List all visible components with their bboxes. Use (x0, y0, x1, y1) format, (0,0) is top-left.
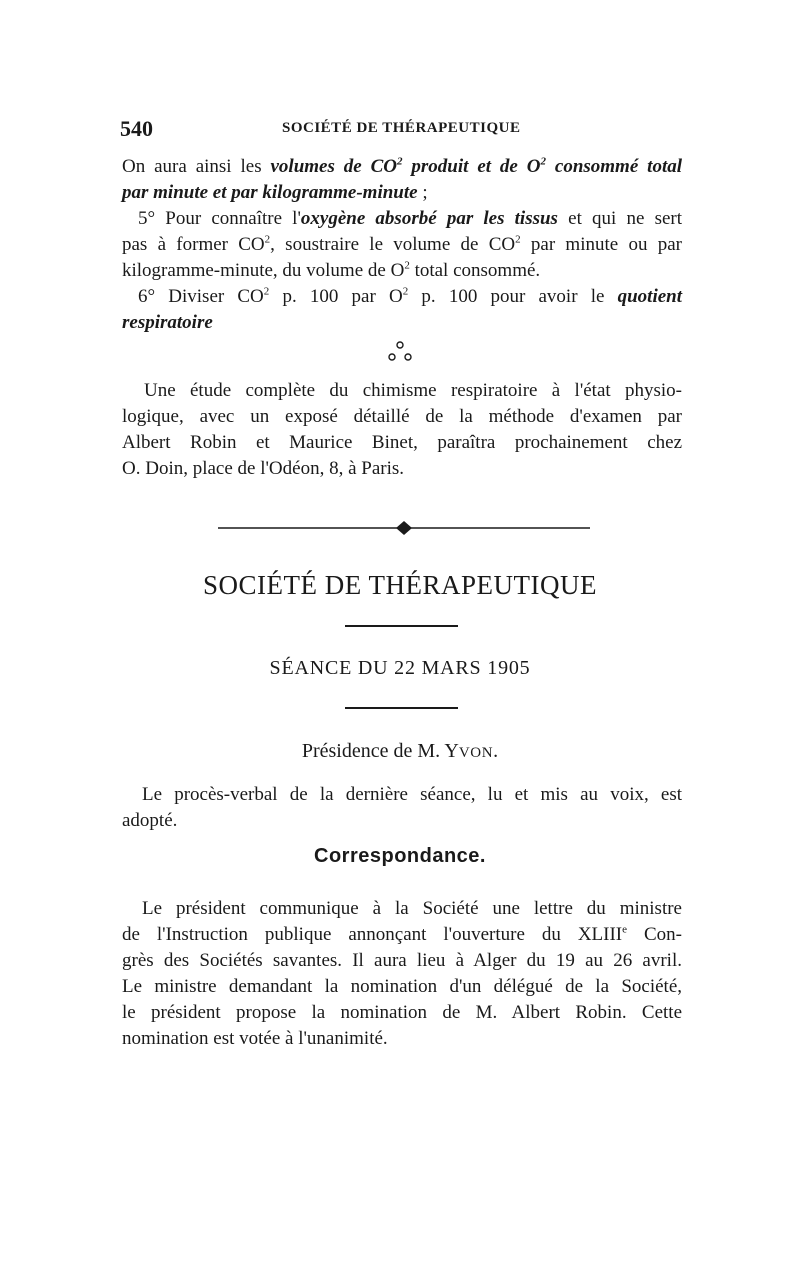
superscript: e (622, 923, 628, 936)
corr-line4: Le ministre demandant la nomination d'un délégué de la Société, (122, 976, 682, 997)
text-run: p. 100 par O (269, 286, 403, 307)
text-run (271, 156, 683, 177)
text-run: consommé total (545, 156, 682, 177)
text-run: On aura ainsi les (122, 156, 271, 177)
superscript: 2 (263, 285, 270, 298)
superscript: 2 (515, 233, 521, 246)
para2-line1 (122, 206, 682, 232)
text-run: p. 100 pour avoir le (408, 286, 618, 307)
para3-line2 (122, 310, 682, 336)
para4-line4: O. Doin, place de l'Odéon, 8, à Paris. (122, 458, 405, 479)
text-run: kilogramme-minute, du volume de O (122, 260, 405, 281)
presidency-line (0, 740, 800, 763)
corr-line5: le président propose la nomination de M. Albert Robin. Cette (122, 1002, 682, 1023)
text-run: oxygène absorbé par les tissus (300, 208, 558, 229)
page-number: 540 (120, 116, 153, 141)
title-rule-top (345, 625, 458, 627)
text-run: par minute ou par (520, 234, 682, 255)
corr-line1: Le président communique à la Société une lettre du ministre (142, 898, 682, 919)
section-title: SOCIÉTÉ DE THÉRAPEUTIQUE (203, 570, 597, 600)
title-rule-bottom (345, 707, 458, 709)
text-run: volumes de CO (270, 156, 398, 177)
para4-line3: Albert Robin et Maurice Binet, paraîtra prochainement chez (122, 432, 682, 453)
para1-line2 (122, 180, 682, 206)
text-run: quotient (617, 286, 683, 307)
section-separator (218, 520, 590, 536)
small-caps-name: VON (458, 745, 494, 761)
para1-line1 (122, 154, 682, 180)
para4-line2: logique, avec un exposé détaillé de la méthode d'examen par (122, 406, 682, 427)
text-run: , soustraire le volume de CO (270, 234, 516, 255)
text-run: de l'Instruction publique annonçant l'ouverture du XLIII (122, 924, 623, 945)
text-run: pas à former CO (122, 234, 265, 255)
text-run: . (493, 740, 499, 762)
text-run: 5° Pour connaître l' (138, 208, 301, 229)
text-run: total consommé. (409, 260, 541, 281)
para2-line3 (122, 258, 682, 284)
text-run: Présidence de M. Y (301, 740, 459, 762)
text-run: Con- (627, 924, 682, 945)
correspondance-heading: Correspondance. (314, 845, 486, 867)
text-run: et qui ne sert (557, 208, 682, 229)
para4-line1: Une étude complète du chimisme respiratoire à l'état physio- (144, 380, 682, 401)
para2-line2 (122, 232, 682, 258)
text-run: par minute et par kilogramme-minute (122, 182, 418, 203)
running-title: SOCIÉTÉ DE THÉRAPEUTIQUE (282, 120, 521, 136)
superscript: 2 (402, 285, 409, 298)
text-run: respiratoire (122, 312, 213, 333)
running-header (120, 116, 680, 142)
asterism-ornament (380, 338, 420, 368)
corr-line3: grès des Sociétés savantes. Il aura lieu à Alger du 19 au 26 avril. (122, 950, 682, 971)
corr-line6: nomination est votée à l'unanimité. (122, 1028, 388, 1049)
text-run: produit et de O (402, 156, 541, 177)
para5-line2: adopté. (122, 810, 178, 831)
superscript: 2 (397, 155, 403, 168)
superscript: 2 (540, 155, 546, 168)
session-heading: SÉANCE DU 22 MARS 1905 (269, 657, 531, 679)
text-run: 6° Diviser CO (138, 286, 264, 307)
superscript: 2 (264, 233, 271, 246)
corr-line2 (122, 922, 682, 948)
text-run: ; (417, 182, 428, 203)
para3-line1 (122, 284, 682, 310)
superscript: 2 (404, 259, 410, 272)
para5-line1: Le procès-verbal de la dernière séance, lu et mis au voix, est (142, 784, 682, 805)
